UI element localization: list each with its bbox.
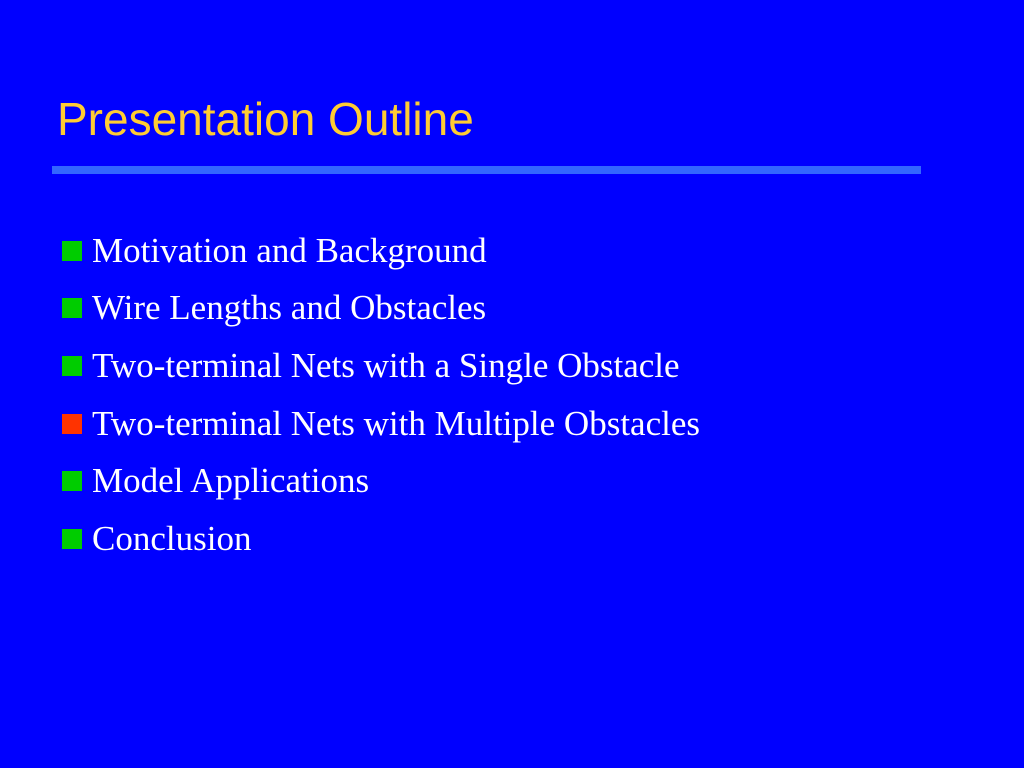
square-bullet-icon: [62, 471, 82, 491]
outline-item-label: Motivation and Background: [92, 230, 487, 270]
square-bullet-icon: [62, 298, 82, 318]
outline-list: [62, 222, 700, 568]
outline-item-label: Conclusion: [92, 518, 252, 558]
outline-item-model-applications: [62, 452, 700, 510]
outline-item-motivation: [62, 222, 700, 280]
square-bullet-icon: [62, 529, 82, 549]
square-bullet-icon: [62, 241, 82, 261]
square-bullet-icon: [62, 414, 82, 434]
outline-item-label: Two-terminal Nets with Multiple Obstacles: [92, 403, 700, 443]
outline-item-label: Two-terminal Nets with a Single Obstacle: [92, 345, 680, 385]
outline-item-multiple-obstacles: [62, 395, 700, 453]
title-divider: [52, 166, 921, 174]
outline-item-label: Wire Lengths and Obstacles: [92, 288, 487, 328]
outline-item-label: Model Applications: [92, 461, 370, 501]
slide-title: Presentation Outline: [57, 93, 474, 145]
outline-item-single-obstacle: [62, 337, 700, 395]
outline-item-conclusion: [62, 510, 700, 568]
outline-item-wire-lengths: [62, 280, 700, 338]
square-bullet-icon: [62, 356, 82, 376]
